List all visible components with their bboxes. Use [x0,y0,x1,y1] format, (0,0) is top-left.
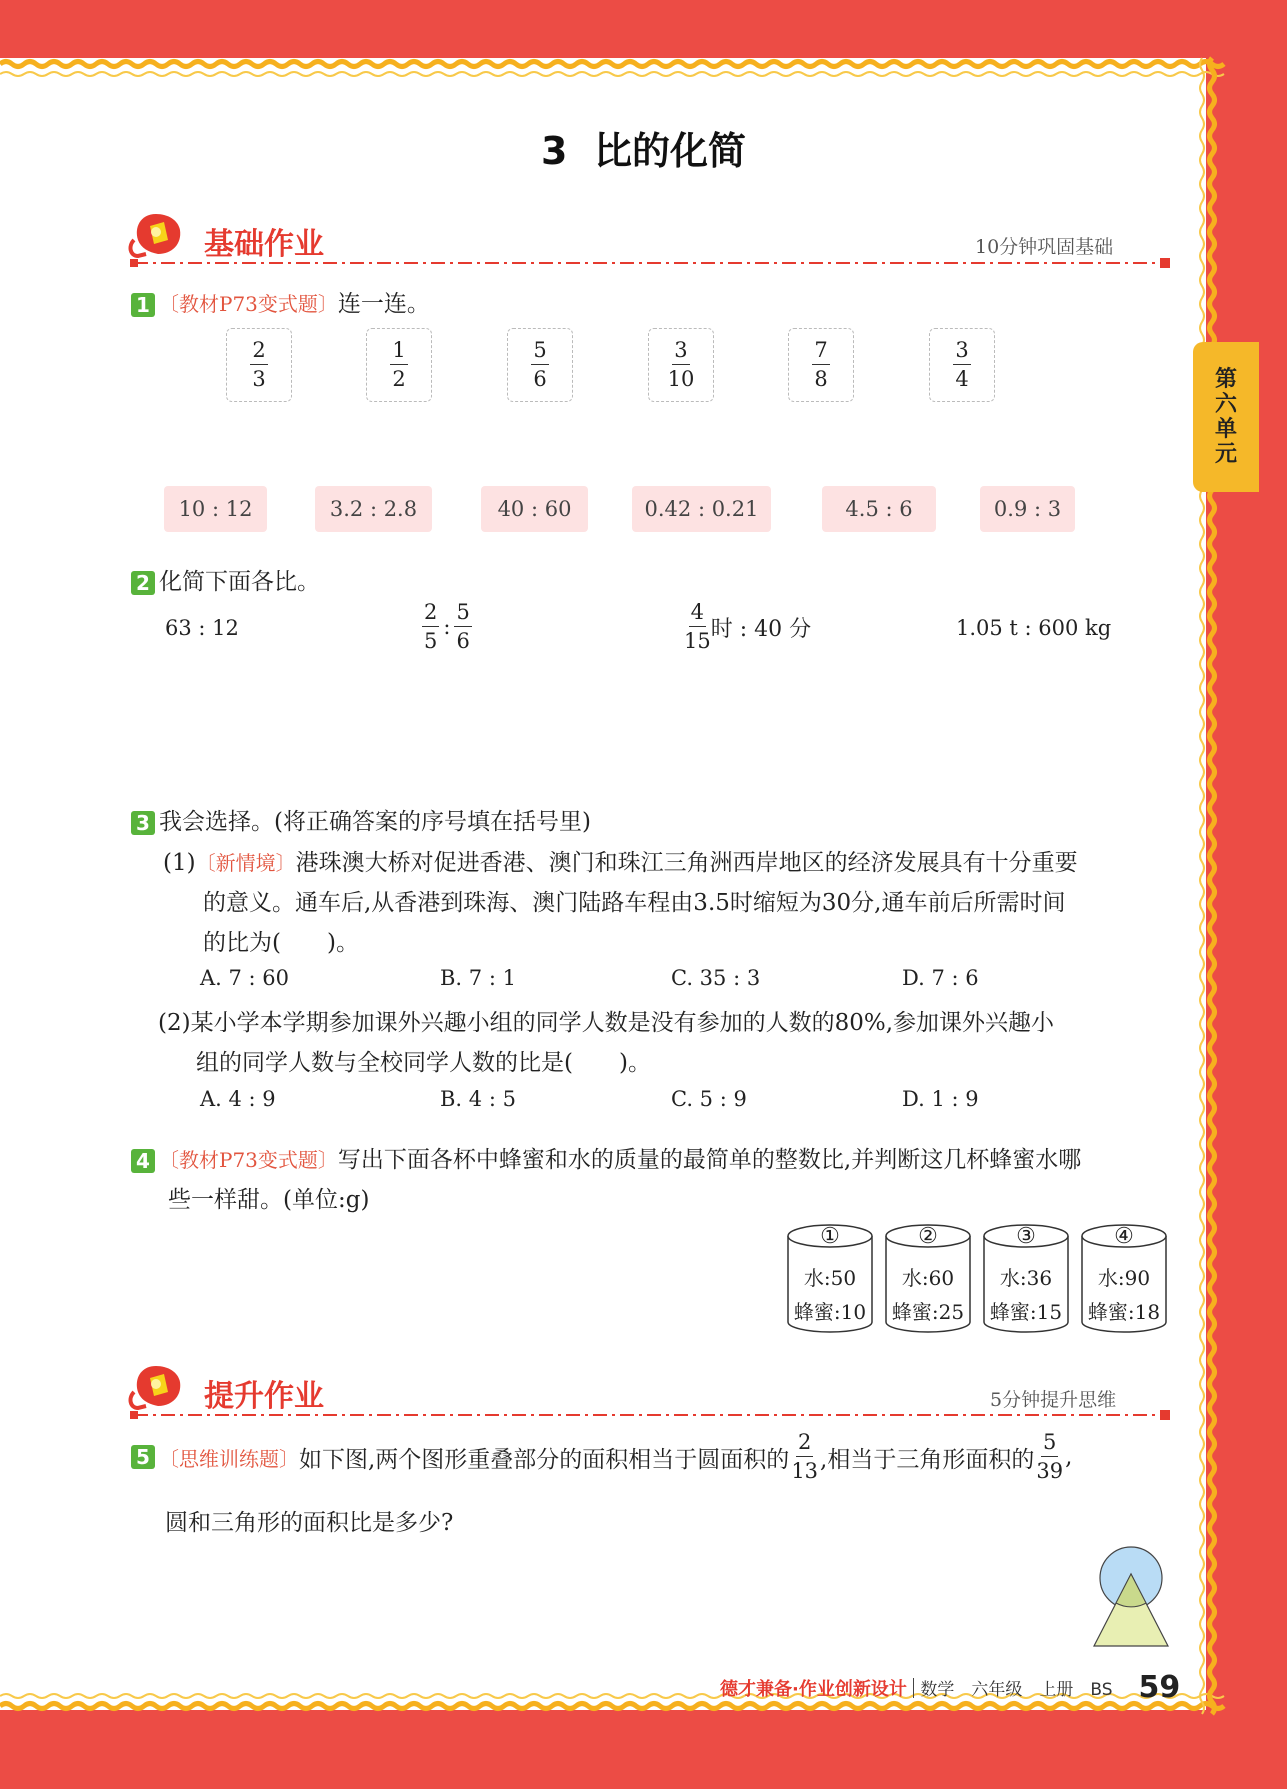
cup-honey: 蜂蜜:25 [891,1300,965,1324]
source-tag: 〔思维训练题〕 [159,1446,299,1471]
question-text: 写出下面各杯中蜂蜜和水的质量的最简单的整数比,并判断这几杯蜂蜜水哪 [337,1147,1082,1173]
question-2 [131,563,320,596]
ratio-card[interactable]: 40 : 60 [481,486,588,532]
page-number: 59 [1138,1670,1181,1705]
question-text: ,相当于三角形面积的 [820,1446,1035,1473]
fraction-card[interactable] [648,328,714,402]
denominator: 2 [392,367,406,391]
question-number: 1 [131,293,155,317]
fraction-card[interactable] [929,328,995,402]
question-3-2-line1: (2)某小学本学期参加课外兴趣小组的同学人数是没有参加的人数的80%,参加课外兴趣小 [158,1010,1055,1036]
cup-label: ④ [1114,1224,1134,1249]
page-title: 3 比的化简 [541,129,746,173]
cup-water: 水:50 [803,1266,857,1290]
bulb-icon [128,1362,188,1414]
sub-number: (1) [163,850,196,876]
option-b[interactable]: B. 7 : 1 [440,966,516,990]
unit-tab-char: 六 [1214,392,1237,417]
option-c[interactable]: C. 35 : 3 [671,966,761,990]
cup-water: 水:36 [999,1266,1053,1290]
question-5-line1 [131,1432,1072,1482]
honey-cup [1080,1222,1168,1334]
source-tag: 〔教材P73变式题〕 [159,1148,338,1172]
numerator: 1 [390,340,407,365]
question-text: 化简下面各比。 [159,569,320,595]
question-text: 港珠澳大桥对促进香港、澳门和珠江三角洲西岸地区的经济发展具有十分重要 [295,850,1078,876]
fraction-card[interactable] [226,328,292,402]
denominator: 8 [814,367,828,391]
option-a[interactable]: A. 7 : 60 [200,966,290,990]
denominator: 6 [533,367,547,391]
section-subtitle-advanced: 5分钟提升思维 [990,1389,1117,1411]
numerator: 4 [689,602,706,627]
ratio-card[interactable]: 0.9 : 3 [980,486,1075,532]
cup-label: ① [820,1224,840,1249]
denominator: 4 [955,367,969,391]
cup-honey: 蜂蜜:18 [1087,1300,1161,1324]
simplify-item-3 [684,602,811,652]
unit-tab-char: 单 [1214,417,1237,442]
simplify-item-2 [422,602,472,652]
question-4-line1 [131,1141,1081,1174]
cup-honey: 蜂蜜:15 [989,1300,1063,1324]
cup-label: ③ [1016,1224,1036,1249]
numerator: 7 [812,340,829,365]
section-title-basic: 基础作业 [204,227,324,262]
unit-tab-char: 第 [1214,367,1237,392]
cup-honey: 蜂蜜:10 [793,1300,867,1324]
question-3 [131,803,591,836]
cup-water: 水:60 [901,1266,955,1290]
section-divider [130,256,1170,270]
option-a[interactable]: A. 4 : 9 [200,1087,276,1111]
cup-water: 水:90 [1097,1266,1151,1290]
option-c[interactable]: C. 5 : 9 [671,1087,747,1111]
numerator: 2 [250,340,267,365]
denominator: 3 [252,367,266,391]
source-tag: 〔教材P73变式题〕 [159,292,338,316]
question-number: 2 [131,571,155,595]
question-3-1-line2: 的意义。通车后,从香港到珠海、澳门陆路车程由3.5时缩短为30分,通车前后所需时间 [203,890,1066,916]
question-4-line2: 些一样甜。(单位:g) [168,1187,370,1213]
numerator: 5 [454,602,471,627]
denominator: 13 [791,1459,819,1483]
time-ratio-text: 时 : 40 分 [710,616,812,642]
denominator: 10 [667,367,695,391]
question-text: 连一连。 [337,291,430,317]
fraction-card[interactable] [366,328,432,402]
question-3-2-line2: 组的同学人数与全校同学人数的比是( )。 [196,1050,651,1076]
option-d[interactable]: D. 7 : 6 [902,966,979,990]
context-tag: 〔新情境〕 [195,851,296,875]
section-subtitle-basic: 10分钟巩固基础 [975,236,1114,258]
footer [720,1670,1180,1705]
ratio-card[interactable]: 10 : 12 [164,486,267,532]
footer-info: 数学 六年级 上册 BS [920,1680,1113,1700]
question-number: 4 [131,1149,155,1173]
denominator: 39 [1036,1459,1064,1483]
simplify-item-1: 63 : 12 [165,616,239,640]
denominator: 5 [424,629,438,653]
fraction-card[interactable] [788,328,854,402]
question-3-1-line1 [163,844,1078,877]
footer-brand: 德才兼备·作业创新设计 [720,1678,907,1700]
numerator: 3 [672,340,689,365]
ratio-sign: : [443,615,451,639]
numerator: 2 [422,602,439,627]
question-3-1-line3: 的比为( )。 [203,930,359,956]
section-divider [130,1408,1170,1422]
bulb-icon [128,210,188,262]
question-number: 3 [131,811,155,835]
footer-divider [913,1678,915,1698]
ratio-card[interactable]: 0.42 : 0.21 [632,486,771,532]
ratio-card[interactable]: 3.2 : 2.8 [315,486,432,532]
numerator: 3 [953,340,970,365]
option-d[interactable]: D. 1 : 9 [902,1087,979,1111]
circle-triangle-figure [1090,1540,1170,1650]
denominator: 15 [684,629,711,653]
question-number: 5 [131,1445,155,1469]
honey-cup [786,1222,874,1334]
question-text: 我会选择。(将正确答案的序号填在括号里) [159,809,591,835]
ratio-card[interactable]: 4.5 : 6 [822,486,936,532]
section-title-advanced: 提升作业 [204,1379,324,1414]
honey-cup [884,1222,972,1334]
numerator: 5 [531,340,548,365]
cup-label: ② [918,1224,938,1249]
honey-cup [982,1222,1070,1334]
unit-tab [1193,342,1259,492]
question-text: , [1065,1444,1073,1470]
question-text: 如下图,两个图形重叠部分的面积相当于圆面积的 [299,1446,790,1473]
numerator: 5 [1041,1432,1058,1457]
numerator: 2 [796,1432,813,1457]
option-b[interactable]: B. 4 : 5 [440,1087,516,1111]
question-5-line2: 圆和三角形的面积比是多少? [165,1510,454,1536]
fraction-card[interactable] [507,328,573,402]
denominator: 6 [456,629,470,653]
question-1 [131,285,430,318]
unit-tab-char: 元 [1214,442,1237,467]
simplify-item-4: 1.05 t : 600 kg [956,616,1112,640]
